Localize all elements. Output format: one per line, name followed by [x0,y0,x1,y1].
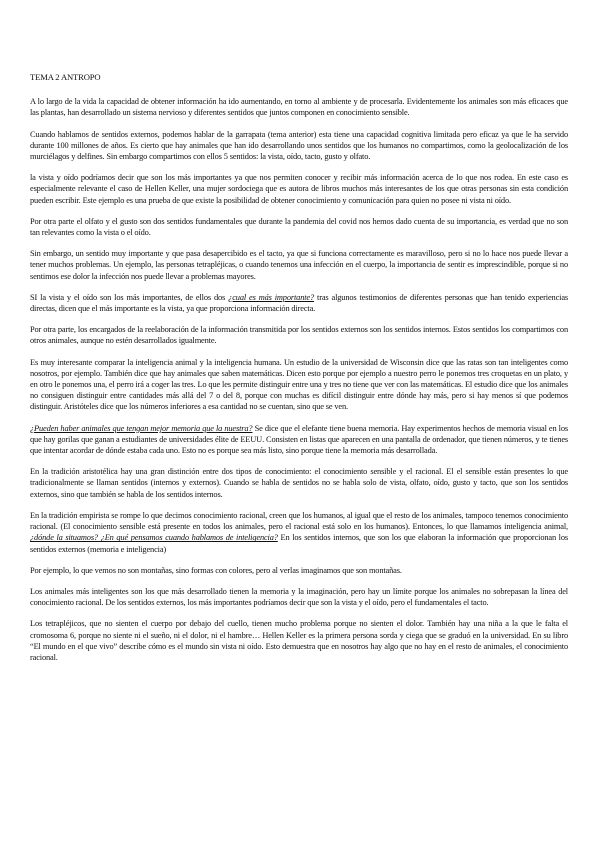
paragraph-text: Es muy interesante comparar la inteligencia animal y la inteligencia humana. Un estudio de la universidad de Wisconsin dice que las ratas son tan inteligentes como nosotros, por ejemplo. También dice que hay animales que saben matemáticas. Dicen esto porque por ejemplo a nuestro perro le ponemos tres croquetas en un plato, y en otro le ponemos una, el perro irá a coger las tres. Lo que les permite distinguir entre una y tres no tiene que ver con las matemáticas. El estudio dice que los animales no consiguen distinguir entre cantidades más allá del 7 o del 8, porque con muchas es difícil distinguir entre dónde hay más, pero si hay menos sí que podemos distinguir. Aristóteles dice que los números inferiores a esa cantidad no se cuentan, sino que se ven. [30,357,568,412]
paragraph-text: Por otra parte, los encargados de la reelaboración de la información transmitida por los sentidos externos son los sentidos internos. Estos sentidos los compartimos con otros animales, aunque no estén desarrollados igualmente. [30,325,568,346]
paragraph-text: En la tradición aristotélica hay una gran distinción entre dos tipos de conocimiento: el conocimiento sensible y el racional. El el sensible están presentes lo que tradicionalmente se llaman sentidos (internos y externos). Cuando se habla de sentidos no se habla solo de vista, olfato, oído, gusto y tacto, que son los sentidos externos, sino que también se habla de los sentidos internos. [30,467,568,499]
paragraph [30,292,568,314]
paragraph-text: En los sentidos internos, que son los que elaboran la información que proporcionan los sentidos externos (memoria e inteligencia) [30,533,569,554]
question-text: ¿dónde la situamos? ¿En qué pensamos cuando hablamos de inteligencia? [30,533,278,543]
paragraph [30,96,568,118]
paragraph [30,129,568,163]
paragraph [30,586,568,608]
paragraph-text: En la tradición empirista se rompe lo que decimos conocimiento racional, creen que los humanos, al igual que el resto de los animales, tampoco tenemos conocimiento racional. (El conocimiento sensible está presente en todos los animales, pero el racional está solo en los humanos). Entonces, lo que llamamos inteligencia animal, [30,510,568,532]
paragraph-text: Por ejemplo, lo que vemos no son montañas, sino formas con colores, pero al verlas imaginamos que son montañas. [30,565,402,575]
paragraph [30,423,568,457]
paragraph-text: SI la vista y el oído son los más importantes, de ellos dos [30,292,229,302]
question-text: ¿Pueden haber animales que tengan mejor memoria que la nuestra? [30,423,253,433]
paragraph [30,248,568,282]
paragraph-text: A lo largo de la vida la capacidad de obtener información ha ido aumentando, en torno al ambiente y de procesarla. Evidentemente los animales son más eficaces que las plantas, han desarrollado un sistema nervioso y diferentes sentidos que juntos componen en conocimiento sensible. [30,97,568,118]
paragraph-text: la vista y oído podríamos decir que son los más importantes ya que nos permiten conocer y recibir más información acerca de lo que nos rodea. En este caso es especialmente relevante el caso de Hellen Keller, una mujer sordociega que es autora de libros muchos más interesantes de los que otras personas sin esta condición pueden escribir. Este ejemplo es una prueba de que existe la posibilidad de obtener conocimiento y comunicación para quien no posee ni vista ni oído. [30,173,568,205]
paragraph-text: Por otra parte el olfato y el gusto son dos sentidos fundamentales que durante la pandemia del covid nos hemos dado cuenta de su importancia, es verdad que no son tan relevantes como la vista o el oído. [30,216,568,238]
paragraph-text: Se dice que el elefante tiene buena memoria. Hay experimentos hechos de memoria visual en los que hay gorilas que ganan a estudiantes de universidades élite de EEUU. Consisten en listas que aparecen en una pantalla de ordenador, que tienen números, y te tienes que intentar acordar de dónde estaba cada uno. Esto no es porque sea más listo, sino porque tiene la memoria más desarrollada. [30,423,568,456]
paragraph [30,324,568,346]
paragraph [30,618,568,663]
paragraph-text: Los tetrapléjicos, que no sienten el cuerpo por debajo del cuello, tienen mucho problema porque no sienten el dolor. También hay una niña a la que le falta el cromosoma 6, porque no siente ni el sueño, ni el dolor, ni el hambre… Hellen Keller es la primera persona sorda y ciega que se graduó en la universidad. En su libro “El mundo en el que vivo” describe cómo es el mundo sin vista ni oído. Esto demuestra que en nosotros hay algo que no hay en el resto de animales, el conocimiento racional. [30,619,568,662]
paragraph [30,510,568,555]
document-page [30,72,568,673]
paragraph [30,357,568,413]
question-text: ¿cual es más importante? [228,292,315,302]
document-title: TEMA 2 ANTROPO [30,72,101,82]
paragraph [30,565,568,576]
paragraph-text: Los animales más inteligentes son los que más desarrollado tienen la memoria y la imaginación, pero hay un límite porque los animales no sobrepasan la línea del conocimiento racional. De los sentidos externos, los más importantes podríamos decir que son la vista y el oído, pero el fundamentales el tacto. [30,586,568,608]
document-body [30,96,568,663]
paragraph [30,466,568,500]
paragraph-text: tras algunos testimonios de diferentes personas que han tenido experiencias directas, dicen que el más importante es la vista, ya que proporciona información directa. [30,292,569,314]
paragraph [30,216,568,238]
paragraph-text: Sin embargo, un sentido muy importante y que pasa desapercibido es el tacto, ya que si funciona correctamente es maravilloso, pero si no lo hace nos puede llevar a tener muchos problemas. Un ejemplo, las personas tetrapléjicas, o cuando tenemos una infección en el cuerpo, la importancia de sentir es imprescindible, porque si no sentimos ese dolor la infección nos puede llevar a problemas mayores. [30,249,568,281]
paragraph [30,172,568,206]
paragraph-text: Cuando hablamos de sentidos externos, podemos hablar de la garrapata (tema anterior) esta tiene una capacidad cognitiva limitada pero eficaz ya que le ha servido durante 100 millones de años. Es cierto que hay animales que han ido desarrollando unos sentidos que los humanos no compartimos, como la geolocalización de los murciélagos y delfines. Sin embargo compartimos con ellos 5 sentidos: la vista, oído, tacto, gusto y olfato. [30,129,568,162]
